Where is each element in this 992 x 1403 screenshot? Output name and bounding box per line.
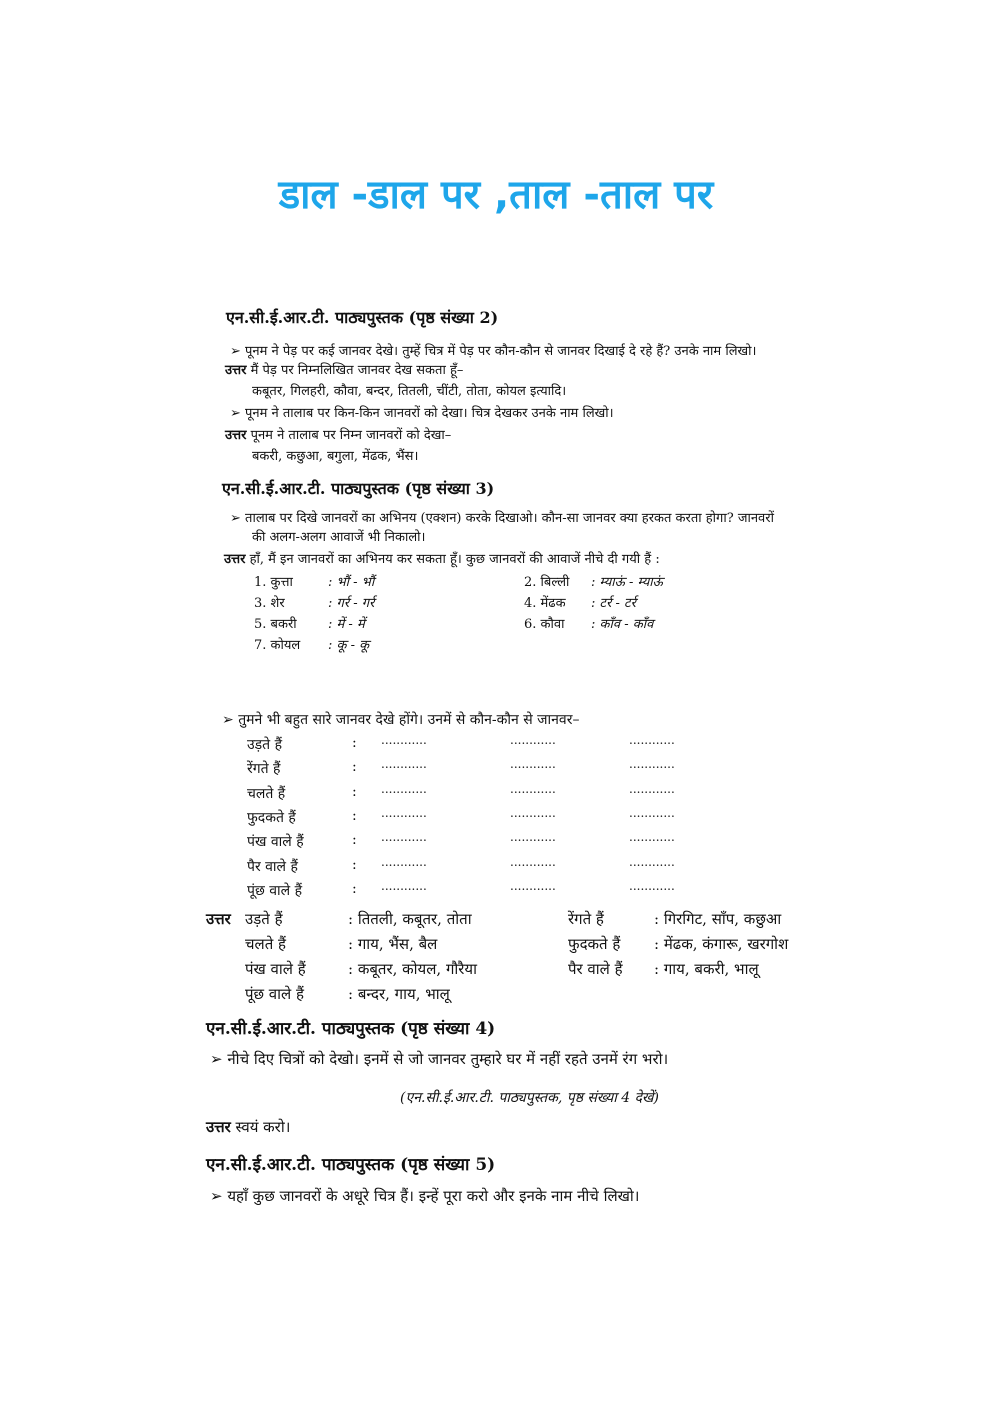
colon: : <box>352 881 357 897</box>
answer-value: : तितली, कबूतर, तोता <box>348 910 472 928</box>
blank: ............ <box>510 879 556 893</box>
section-heading-page-3: एन.सी.ई.आर.टी. पाठ्यपुस्तक (पृष्ठ संख्या 3) <box>222 479 495 498</box>
reference-note: (एन.सी.ई.आर.टी. पाठ्यपुस्तक, पृष्ठ संख्या 4 देखें) <box>400 1090 659 1106</box>
answer-category: उड़ते हैं <box>245 910 283 928</box>
sound-value: : कू - कू <box>328 638 370 653</box>
sound-animal: 6. कौवा <box>524 617 565 632</box>
question-3: ➢ तालाब पर दिखे जानवरों का अभिनय (एक्शन) करके दिखाओ। कौन-सा जानवर क्या हरकत करता होगा? जानवरों <box>230 511 774 526</box>
colon: : <box>352 784 357 800</box>
sound-value: : गर्र - गर्र <box>328 596 375 611</box>
blank: ............ <box>510 806 556 820</box>
question-2: ➢ पूनम ने तालाब पर किन-किन जानवरों को देखा। चित्र देखकर उनके नाम लिखो। <box>230 406 614 421</box>
sound-animal: 4. मेंढक <box>524 596 566 611</box>
question-5: ➢ नीचे दिए चित्रों को देखो। इनमें से जो जानवर तुम्हारे घर में नहीं रहते उनमें रंग भरो। <box>210 1050 669 1068</box>
category-label: उड़ते हैं <box>247 737 283 753</box>
blank: ............ <box>381 806 427 820</box>
sound-value: : भौं - भौं <box>328 575 375 590</box>
answer-2: उत्तर पूनम ने तालाब पर निम्न जानवरों को देखा– <box>225 428 452 443</box>
answer-2-list: बकरी, कछुआ, बगुला, मेंढक, भैंस। <box>252 449 419 464</box>
sound-value: : काँव - काँव <box>591 617 654 632</box>
answer-label: उत्तर <box>225 363 247 378</box>
arrow-icon: ➢ <box>222 712 234 728</box>
sound-value: : म्याऊं - म्याऊं <box>591 575 663 590</box>
category-label: पंख वाले हैं <box>247 834 304 850</box>
arrow-icon: ➢ <box>210 1187 223 1205</box>
blank: ............ <box>629 782 675 796</box>
answer-value: : गिरगिट, साँप, कछुआ <box>654 910 782 928</box>
answer-3: उत्तर हाँ, मैं इन जानवरों का अभिनय कर सकता हूँ। कुछ जानवरों की आवाजें नीचे दी गयी हैं : <box>224 552 660 567</box>
sound-animal: 1. कुत्ता <box>254 575 293 590</box>
blank: ............ <box>381 855 427 869</box>
section-heading-page-5: एन.सी.ई.आर.टी. पाठ्यपुस्तक (पृष्ठ संख्या 5) <box>206 1155 496 1175</box>
answer-label: उत्तर <box>225 428 247 443</box>
sound-animal: 2. बिल्ली <box>524 575 570 590</box>
answer-category: फुदकते हैं <box>568 935 621 953</box>
blank: ............ <box>381 782 427 796</box>
blank: ............ <box>510 782 556 796</box>
question-6: ➢ यहाँ कुछ जानवरों के अधूरे चित्र हैं। इन्हें पूरा करो और इनके नाम नीचे लिखो। <box>210 1187 640 1205</box>
answer-value: : गाय, भैंस, बैल <box>348 935 438 953</box>
answer-label: उत्तर <box>224 552 246 567</box>
arrow-icon: ➢ <box>230 406 241 421</box>
section-heading-page-2: एन.सी.ई.आर.टी. पाठ्यपुस्तक (पृष्ठ संख्या 2) <box>226 308 499 327</box>
blank: ............ <box>381 830 427 844</box>
blank: ............ <box>381 757 427 771</box>
answer-1: उत्तर मैं पेड़ पर निम्नलिखित जानवर देख सकता हूँ– <box>225 363 464 378</box>
blank: ............ <box>510 855 556 869</box>
blank: ............ <box>629 855 675 869</box>
sound-animal: 7. कोयल <box>254 638 301 653</box>
answer-label: उत्तर <box>206 910 231 928</box>
answer-category: पैर वाले हैं <box>568 960 623 978</box>
answer-value: : गाय, बकरी, भालू <box>654 960 759 978</box>
blank: ............ <box>510 733 556 747</box>
blank: ............ <box>629 879 675 893</box>
section-heading-page-4: एन.सी.ई.आर.टी. पाठ्यपुस्तक (पृष्ठ संख्या 4) <box>206 1019 496 1039</box>
page-title: डाल -डाल पर ,ताल -ताल पर <box>278 172 714 218</box>
blank: ............ <box>510 757 556 771</box>
sound-value: : टर्र - टर्र <box>591 596 636 611</box>
category-label: पूंछ वाले हैं <box>247 883 303 899</box>
category-label: चलते हैं <box>247 786 286 802</box>
answer-category: रेंगते हैं <box>568 910 604 928</box>
answer-value: : बन्दर, गाय, भालू <box>348 985 450 1003</box>
blank: ............ <box>510 830 556 844</box>
answer-category: पूंछ वाले हैं <box>245 985 304 1003</box>
category-label: पैर वाले हैं <box>247 859 298 875</box>
answer-category: चलते हैं <box>245 935 286 953</box>
colon: : <box>352 832 357 848</box>
sound-animal: 3. शेर <box>254 596 285 611</box>
blank: ............ <box>381 879 427 893</box>
blank: ............ <box>629 830 675 844</box>
question-1: ➢ पूनम ने पेड़ पर कई जानवर देखे। तुम्हें चित्र में पेड़ पर कौन-कौन से जानवर दिखाई दे रहे हैं? उनके नाम लिखो। <box>230 344 757 359</box>
question-4: ➢ तुमने भी बहुत सारे जानवर देखे होंगे। उनमें से कौन-कौन से जानवर– <box>222 712 580 728</box>
answer-value: : मेंढक, कंगारू, खरगोश <box>654 935 789 953</box>
category-label: फुदकते हैं <box>247 810 296 826</box>
answer-category: पंख वाले हैं <box>245 960 306 978</box>
sound-animal: 5. बकरी <box>254 617 297 632</box>
arrow-icon: ➢ <box>230 511 241 526</box>
answer-label: उत्तर <box>206 1118 231 1136</box>
answer-1-list: कबूतर, गिलहरी, कौवा, बन्दर, तितली, चींटी, तोता, कोयल इत्यादि। <box>252 384 567 399</box>
sound-value: : में - में <box>328 617 365 632</box>
answer-value: : कबूतर, कोयल, गौरैया <box>348 960 477 978</box>
colon: : <box>352 808 357 824</box>
blank: ............ <box>381 733 427 747</box>
answer-5: उत्तर स्वयं करो। <box>206 1118 291 1136</box>
blank: ............ <box>629 733 675 747</box>
blank: ............ <box>629 806 675 820</box>
colon: : <box>352 857 357 873</box>
blank: ............ <box>629 757 675 771</box>
arrow-icon: ➢ <box>230 344 241 359</box>
category-label: रेंगते हैं <box>247 761 281 777</box>
colon: : <box>352 759 357 775</box>
arrow-icon: ➢ <box>210 1050 223 1068</box>
colon: : <box>352 735 357 751</box>
question-3-cont: की अलग-अलग आवाजें भी निकालो। <box>252 530 426 545</box>
